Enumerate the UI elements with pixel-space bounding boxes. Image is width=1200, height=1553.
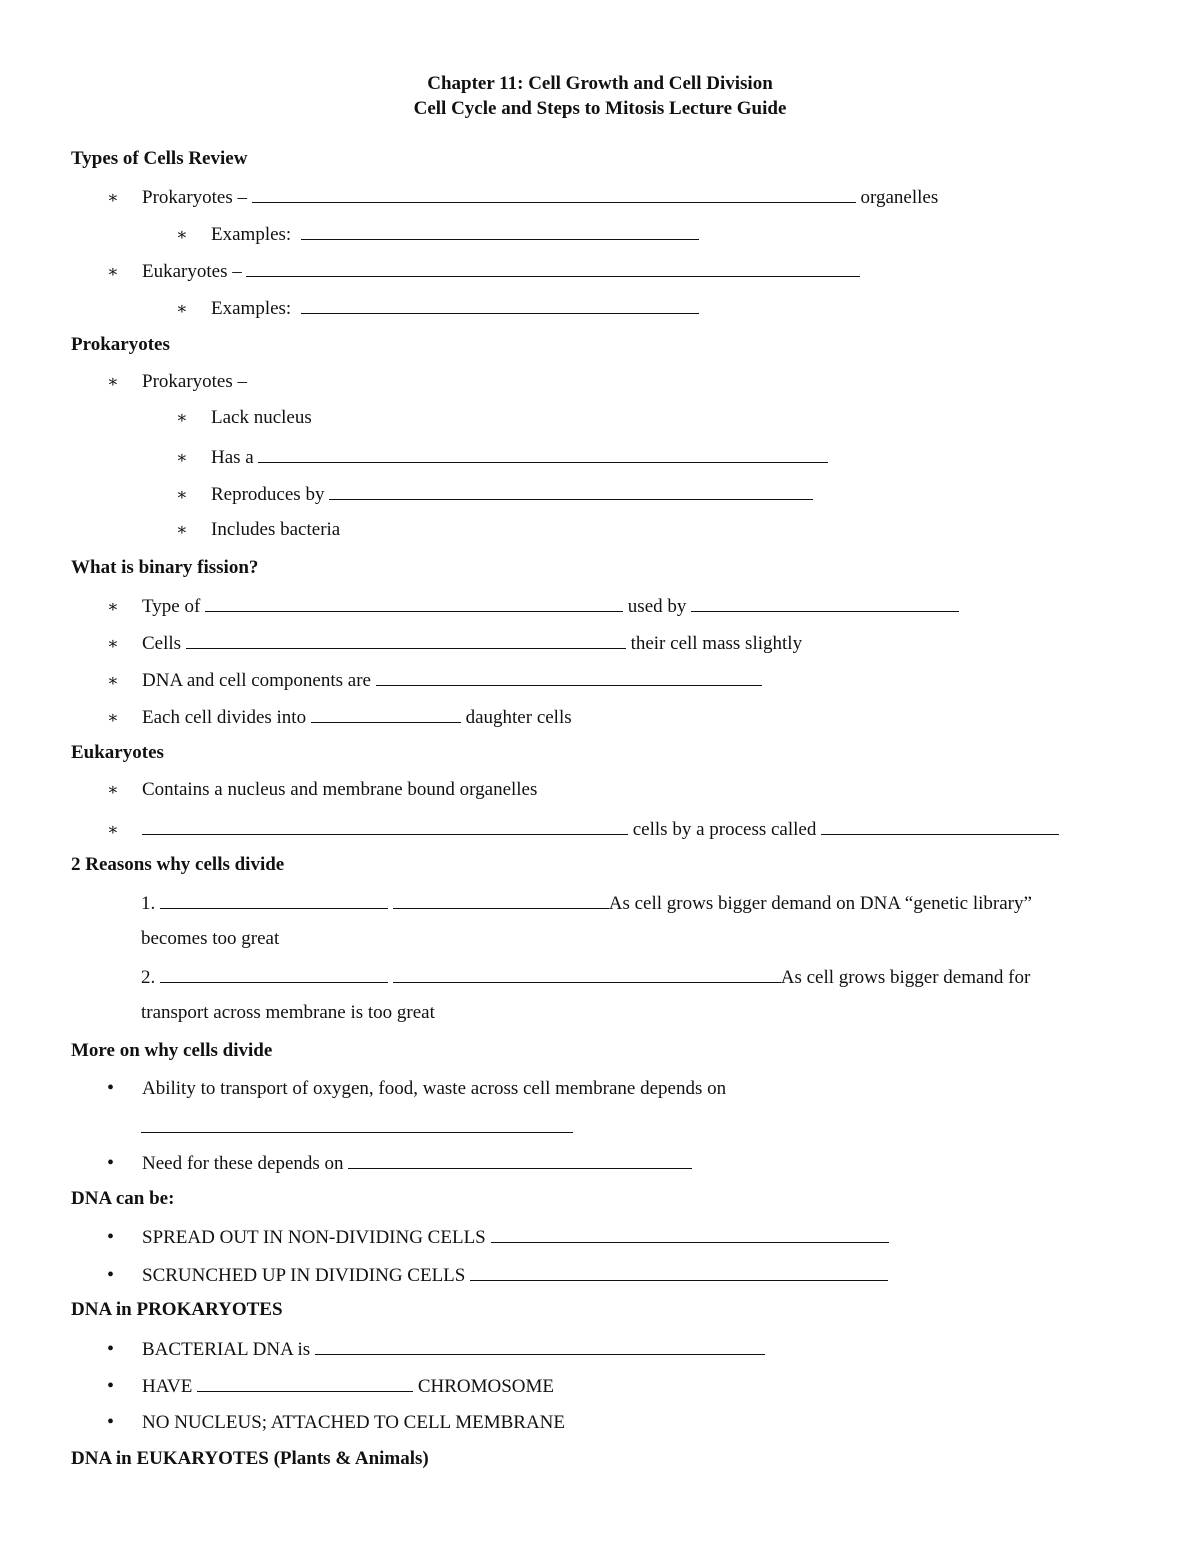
answer-blank[interactable] — [301, 221, 699, 240]
answer-blank[interactable] — [301, 295, 699, 314]
list-item-dna-components: ∗ DNA and cell components are — [107, 667, 762, 693]
answer-blank[interactable] — [315, 1336, 765, 1355]
list-item-ability: • Ability to transport of oxygen, food, waste across cell membrane depends on — [107, 1077, 727, 1099]
title-line-1: Chapter 11: Cell Growth and Cell Division — [427, 73, 773, 94]
answer-blank[interactable] — [491, 1224, 889, 1243]
reason-2-continued: transport across membrane is too great — [141, 1002, 435, 1023]
reason-1-continued: becomes too great — [141, 928, 280, 949]
star-bullet-icon: ∗ — [176, 520, 188, 539]
star-bullet-icon: ∗ — [176, 485, 188, 504]
list-item-prokaryotes-def: ∗ Prokaryotes – — [107, 371, 248, 392]
star-bullet-icon: ∗ — [176, 408, 188, 427]
list-item-bacteria: ∗ Includes bacteria — [176, 519, 341, 540]
answer-blank[interactable] — [691, 593, 959, 612]
answer-blank[interactable] — [142, 816, 628, 835]
dot-bullet-icon: • — [107, 1375, 115, 1397]
list-item-reproduces-by: ∗ Reproduces by — [176, 481, 813, 507]
title-line-2: Cell Cycle and Steps to Mitosis Lecture Guide — [413, 98, 787, 119]
star-bullet-icon: ∗ — [107, 780, 119, 799]
heading-binary-fission: What is binary fission? — [71, 557, 259, 578]
star-bullet-icon: ∗ — [107, 188, 119, 207]
star-bullet-icon: ∗ — [176, 448, 188, 467]
dot-bullet-icon: • — [107, 1264, 115, 1286]
heading-dna-prokaryotes: DNA in PROKARYOTES — [71, 1299, 283, 1320]
star-bullet-icon: ∗ — [107, 671, 119, 690]
dot-bullet-icon: • — [107, 1226, 115, 1248]
answer-blank[interactable] — [252, 184, 856, 203]
answer-blank[interactable] — [186, 630, 626, 649]
list-item-eukaryotes: ∗ Eukaryotes – — [107, 258, 860, 284]
answer-blank[interactable] — [141, 1114, 573, 1133]
list-item-contains-nucleus: ∗ Contains a nucleus and membrane bound organelles — [107, 779, 538, 800]
list-item-have-chromosome: • HAVE CHROMOSOME — [107, 1375, 555, 1397]
answer-blank[interactable] — [197, 1373, 413, 1392]
answer-blank[interactable] — [205, 593, 623, 612]
heading-dna-eukaryotes: DNA in EUKARYOTES (Plants & Animals) — [71, 1448, 429, 1469]
list-item-examples-2: ∗ Examples: — [176, 295, 699, 321]
answer-blank[interactable] — [246, 258, 860, 277]
heading-reasons: 2 Reasons why cells divide — [71, 854, 285, 875]
answer-blank[interactable] — [348, 1150, 692, 1169]
star-bullet-icon: ∗ — [107, 372, 119, 391]
star-bullet-icon: ∗ — [107, 262, 119, 281]
dot-bullet-icon: • — [107, 1411, 115, 1433]
list-item-cells-by-process: ∗ cells by a process called — [107, 816, 1059, 842]
dot-bullet-icon: • — [107, 1338, 115, 1360]
list-item-scrunched: • SCRUNCHED UP IN DIVIDING CELLS — [107, 1262, 888, 1288]
heading-more-on-why: More on why cells divide — [71, 1040, 273, 1061]
answer-blank[interactable] — [329, 481, 813, 500]
list-item-spread-out: • SPREAD OUT IN NON-DIVIDING CELLS — [107, 1224, 889, 1250]
star-bullet-icon: ∗ — [107, 820, 119, 839]
answer-blank[interactable] — [470, 1262, 888, 1281]
dot-bullet-icon: • — [107, 1152, 115, 1174]
list-item-lack-nucleus: ∗ Lack nucleus — [176, 407, 312, 428]
list-item-divides-into: ∗ Each cell divides into daughter cells — [107, 704, 572, 730]
list-item-cells-mass: ∗ Cells their cell mass slightly — [107, 630, 802, 656]
star-bullet-icon: ∗ — [107, 708, 119, 727]
heading-eukaryotes: Eukaryotes — [71, 742, 164, 763]
answer-blank[interactable] — [393, 964, 781, 983]
star-bullet-icon: ∗ — [107, 634, 119, 653]
heading-types-of-cells: Types of Cells Review — [71, 148, 248, 169]
reason-2: 2. As cell grows bigger demand for — [141, 964, 1030, 990]
star-bullet-icon: ∗ — [107, 597, 119, 616]
star-bullet-icon: ∗ — [176, 299, 188, 318]
list-item-examples-1: ∗ Examples: — [176, 221, 699, 247]
answer-blank[interactable] — [160, 964, 388, 983]
answer-blank[interactable] — [821, 816, 1059, 835]
answer-blank[interactable] — [258, 444, 828, 463]
answer-blank[interactable] — [311, 704, 461, 723]
reason-1: 1. As cell grows bigger demand on DNA “genetic library” — [141, 890, 1032, 916]
dot-bullet-icon: • — [107, 1077, 115, 1099]
list-item-no-nucleus: • NO NUCLEUS; ATTACHED TO CELL MEMBRANE — [107, 1411, 566, 1433]
list-item-need: • Need for these depends on — [107, 1150, 692, 1176]
list-item-prokaryotes: ∗ Prokaryotes – organelles — [107, 184, 938, 210]
star-bullet-icon: ∗ — [176, 225, 188, 244]
list-item-type-of: ∗ Type of used by — [107, 593, 959, 619]
list-item-has-a: ∗ Has a — [176, 444, 828, 470]
answer-blank[interactable] — [160, 890, 388, 909]
answer-blank[interactable] — [376, 667, 762, 686]
list-item-bacterial-dna: • BACTERIAL DNA is — [107, 1336, 765, 1362]
answer-blank[interactable] — [393, 890, 609, 909]
heading-dna-can-be: DNA can be: — [71, 1188, 175, 1209]
heading-prokaryotes: Prokaryotes — [71, 334, 170, 355]
